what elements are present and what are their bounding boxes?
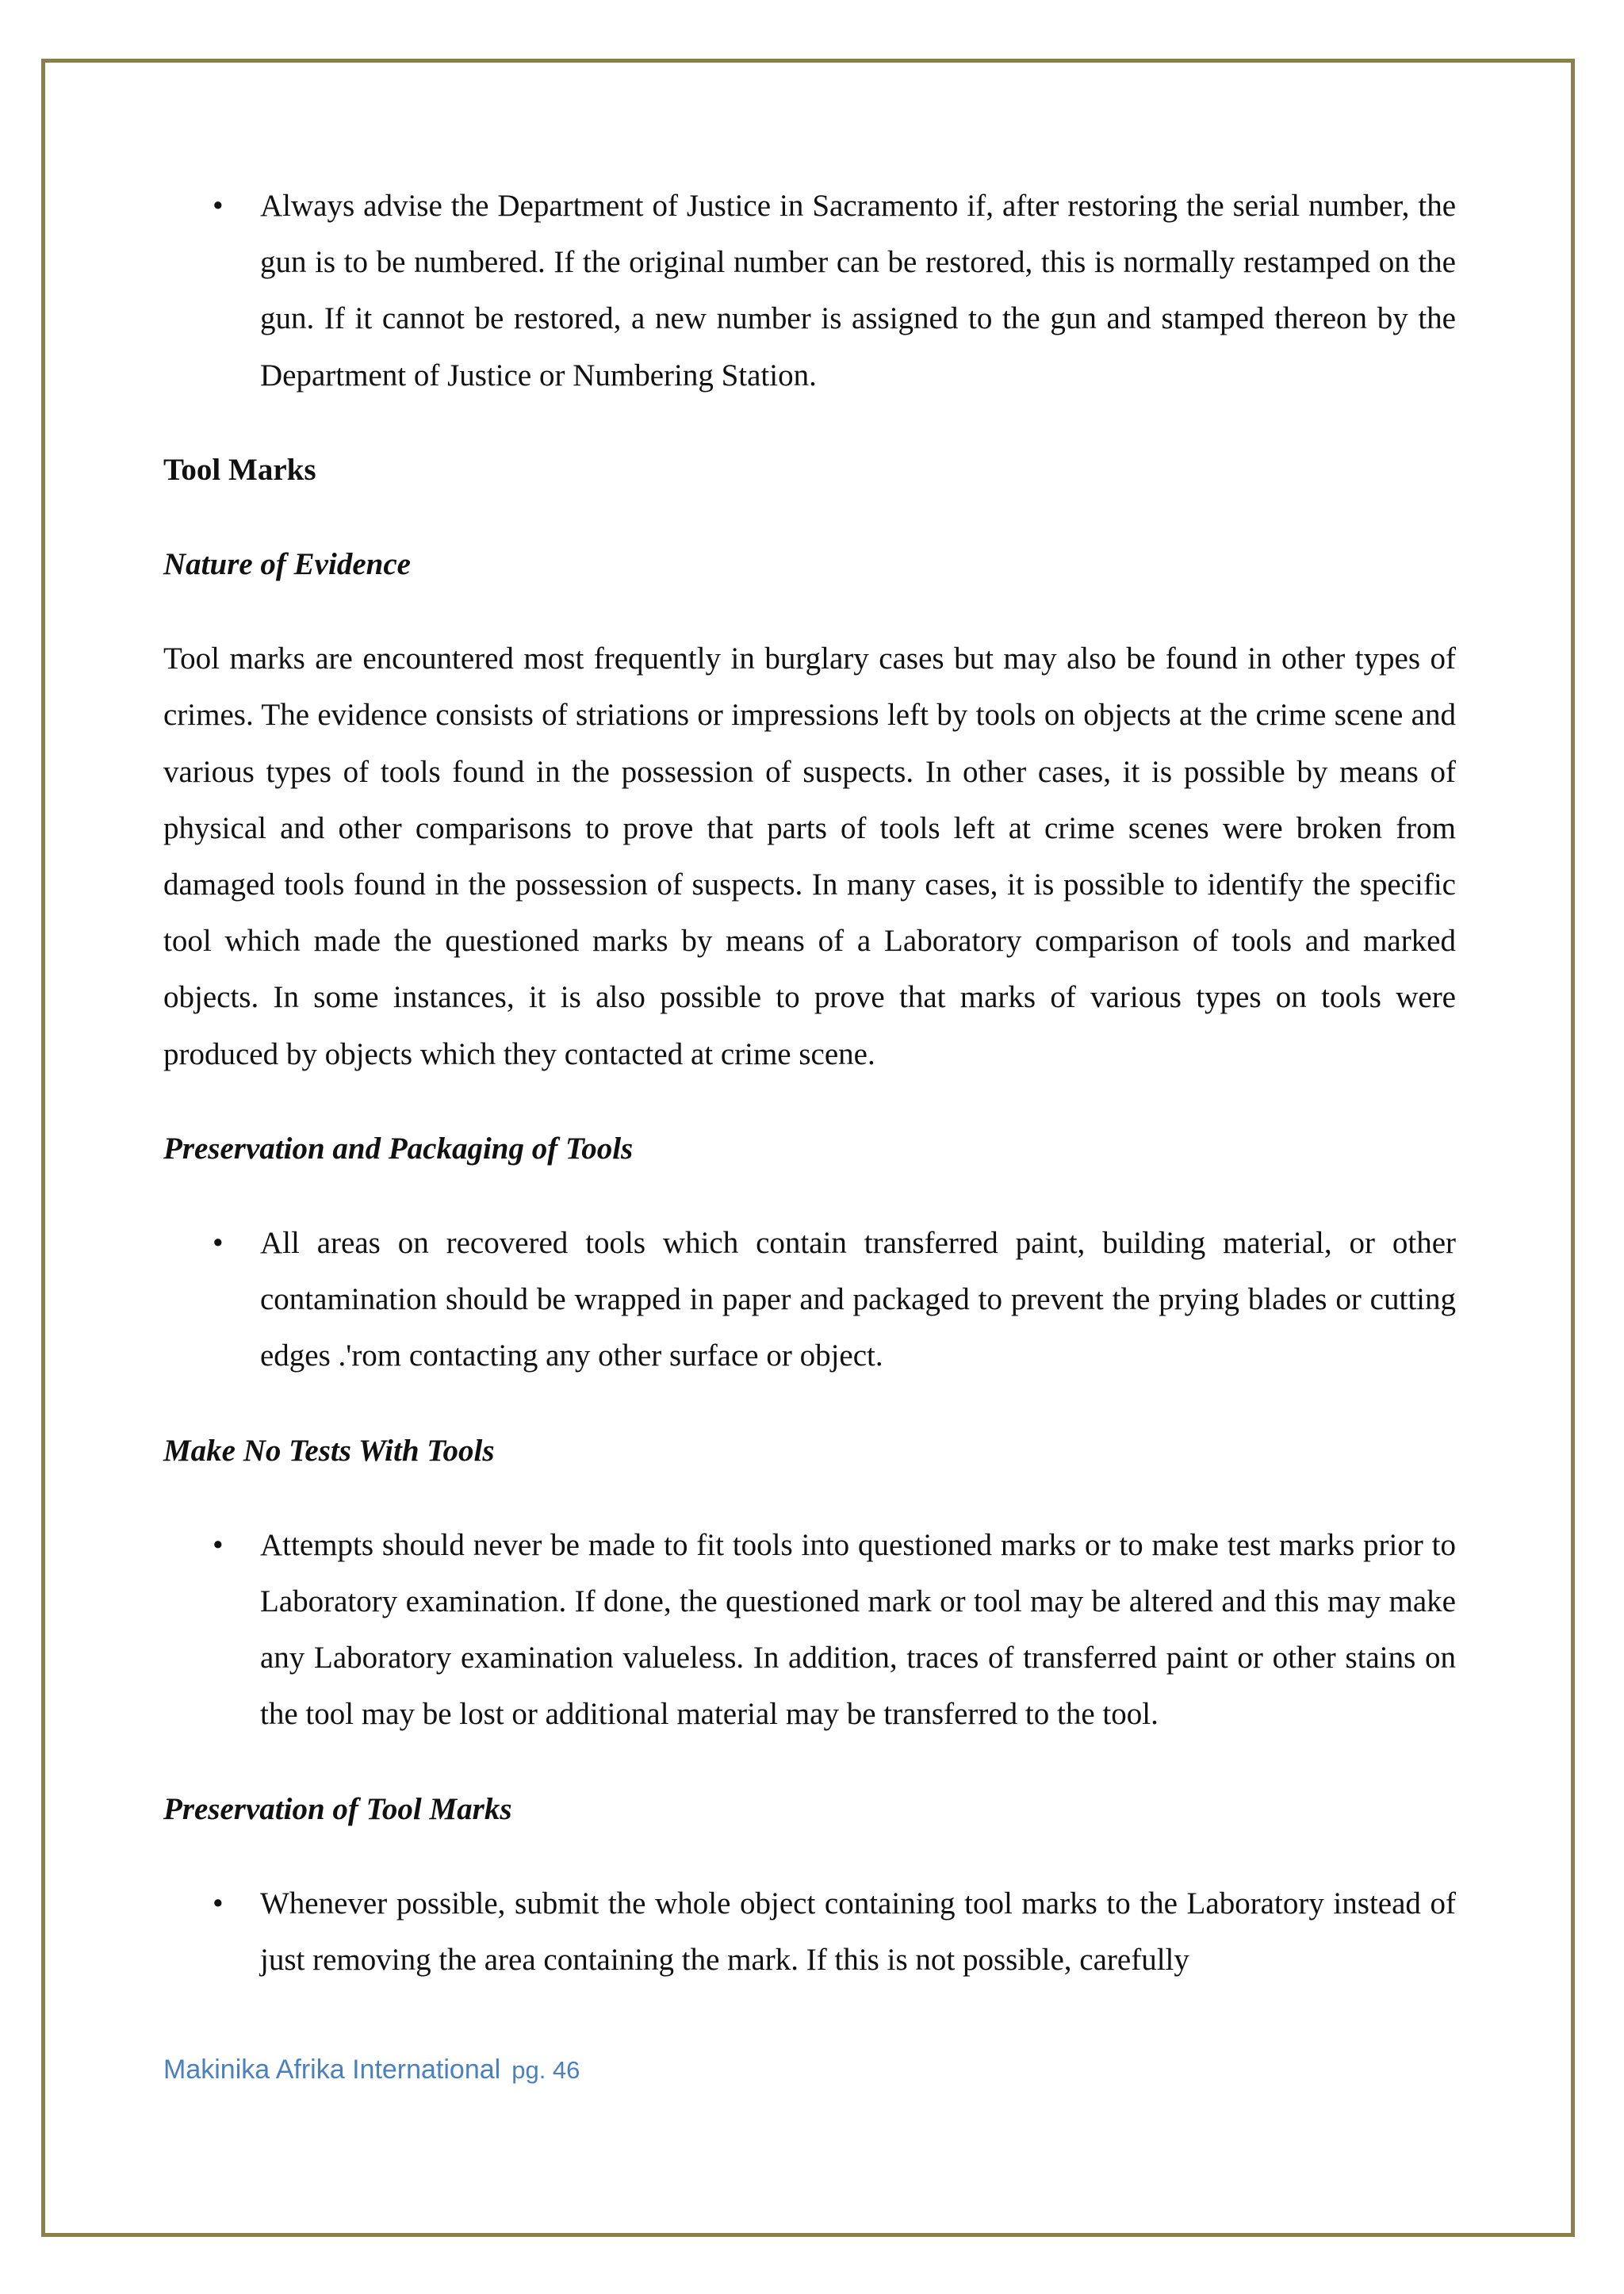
bullet-text: Attempts should never be made to fit tools into questioned marks or to make test marks prior to Laboratory examination. If done, the questioned mark or tool may be altered and this may make any Laboratory examination valueless. In addition, traces of transferred paint or other stains on the tool may be lost or additional material may be transferred to the tool. [260,1527,1456,1732]
list-item-no-tests [163,1517,1456,1743]
footer-page-number: pg. 46 [511,2056,580,2084]
list-item-preservation-marks [163,1875,1456,1988]
subheading-preservation-packaging-tools: Preservation and Packaging of Tools [163,1131,634,1166]
subheading-preservation-tool-marks: Preservation of Tool Marks [163,1791,512,1826]
bullet-icon: • [213,1226,224,1261]
list-item-serial-number [163,178,1456,404]
bullet-icon: • [213,189,224,223]
paragraph-nature-of-evidence: Tool marks are encountered most frequently in burglary cases but may also be found in other types of crimes. The evidence consists of striations or impressions left by tools on objects at the crime scene and various types of tools found in the possession of suspects. In other cases, it is possible by means of physical and other comparisons to prove that parts of tools left at crime scenes were broken from damaged tools found in the possession of suspects. In many cases, it is possible to identify the specific tool which made the questioned marks by means of a Laboratory comparison of tools and marked objects. In some instances, it is also possible to prove that marks of various types on tools were produced by objects which they contacted at crime scene. [163,641,1456,1071]
list-item-preservation-tools [163,1215,1456,1384]
bullet-icon: • [213,1527,224,1562]
bullet-text: Always advise the Department of Justice in Sacramento if, after restoring the serial number, the gun is to be numbered. If the original number can be restored, this is normally restamped on the gun. If it cannot be restored, a new number is assigned to the gun and stamped thereon by the Department of Justice or Numbering Station. [260,189,1456,393]
subheading-make-no-tests: Make No Tests With Tools [163,1433,495,1468]
section-heading-tool-marks: Tool Marks [163,452,316,487]
page-footer [163,2051,580,2089]
bullet-icon: • [213,1886,224,1921]
bullet-text: Whenever possible, submit the whole object containing tool marks to the Laboratory instead of just removing the area containing the mark. If this is not possible, carefully [260,1886,1456,1978]
footer-organization: Makinika Afrika International [163,2055,501,2085]
document-body [163,178,1456,1988]
bullet-text: All areas on recovered tools which contain transferred paint, building material, or other contamination should be wrapped in paper and packaged to prevent the prying blades or cutting edges .'rom contacting any other surface or object. [260,1226,1456,1373]
subheading-nature-of-evidence: Nature of Evidence [163,547,411,582]
